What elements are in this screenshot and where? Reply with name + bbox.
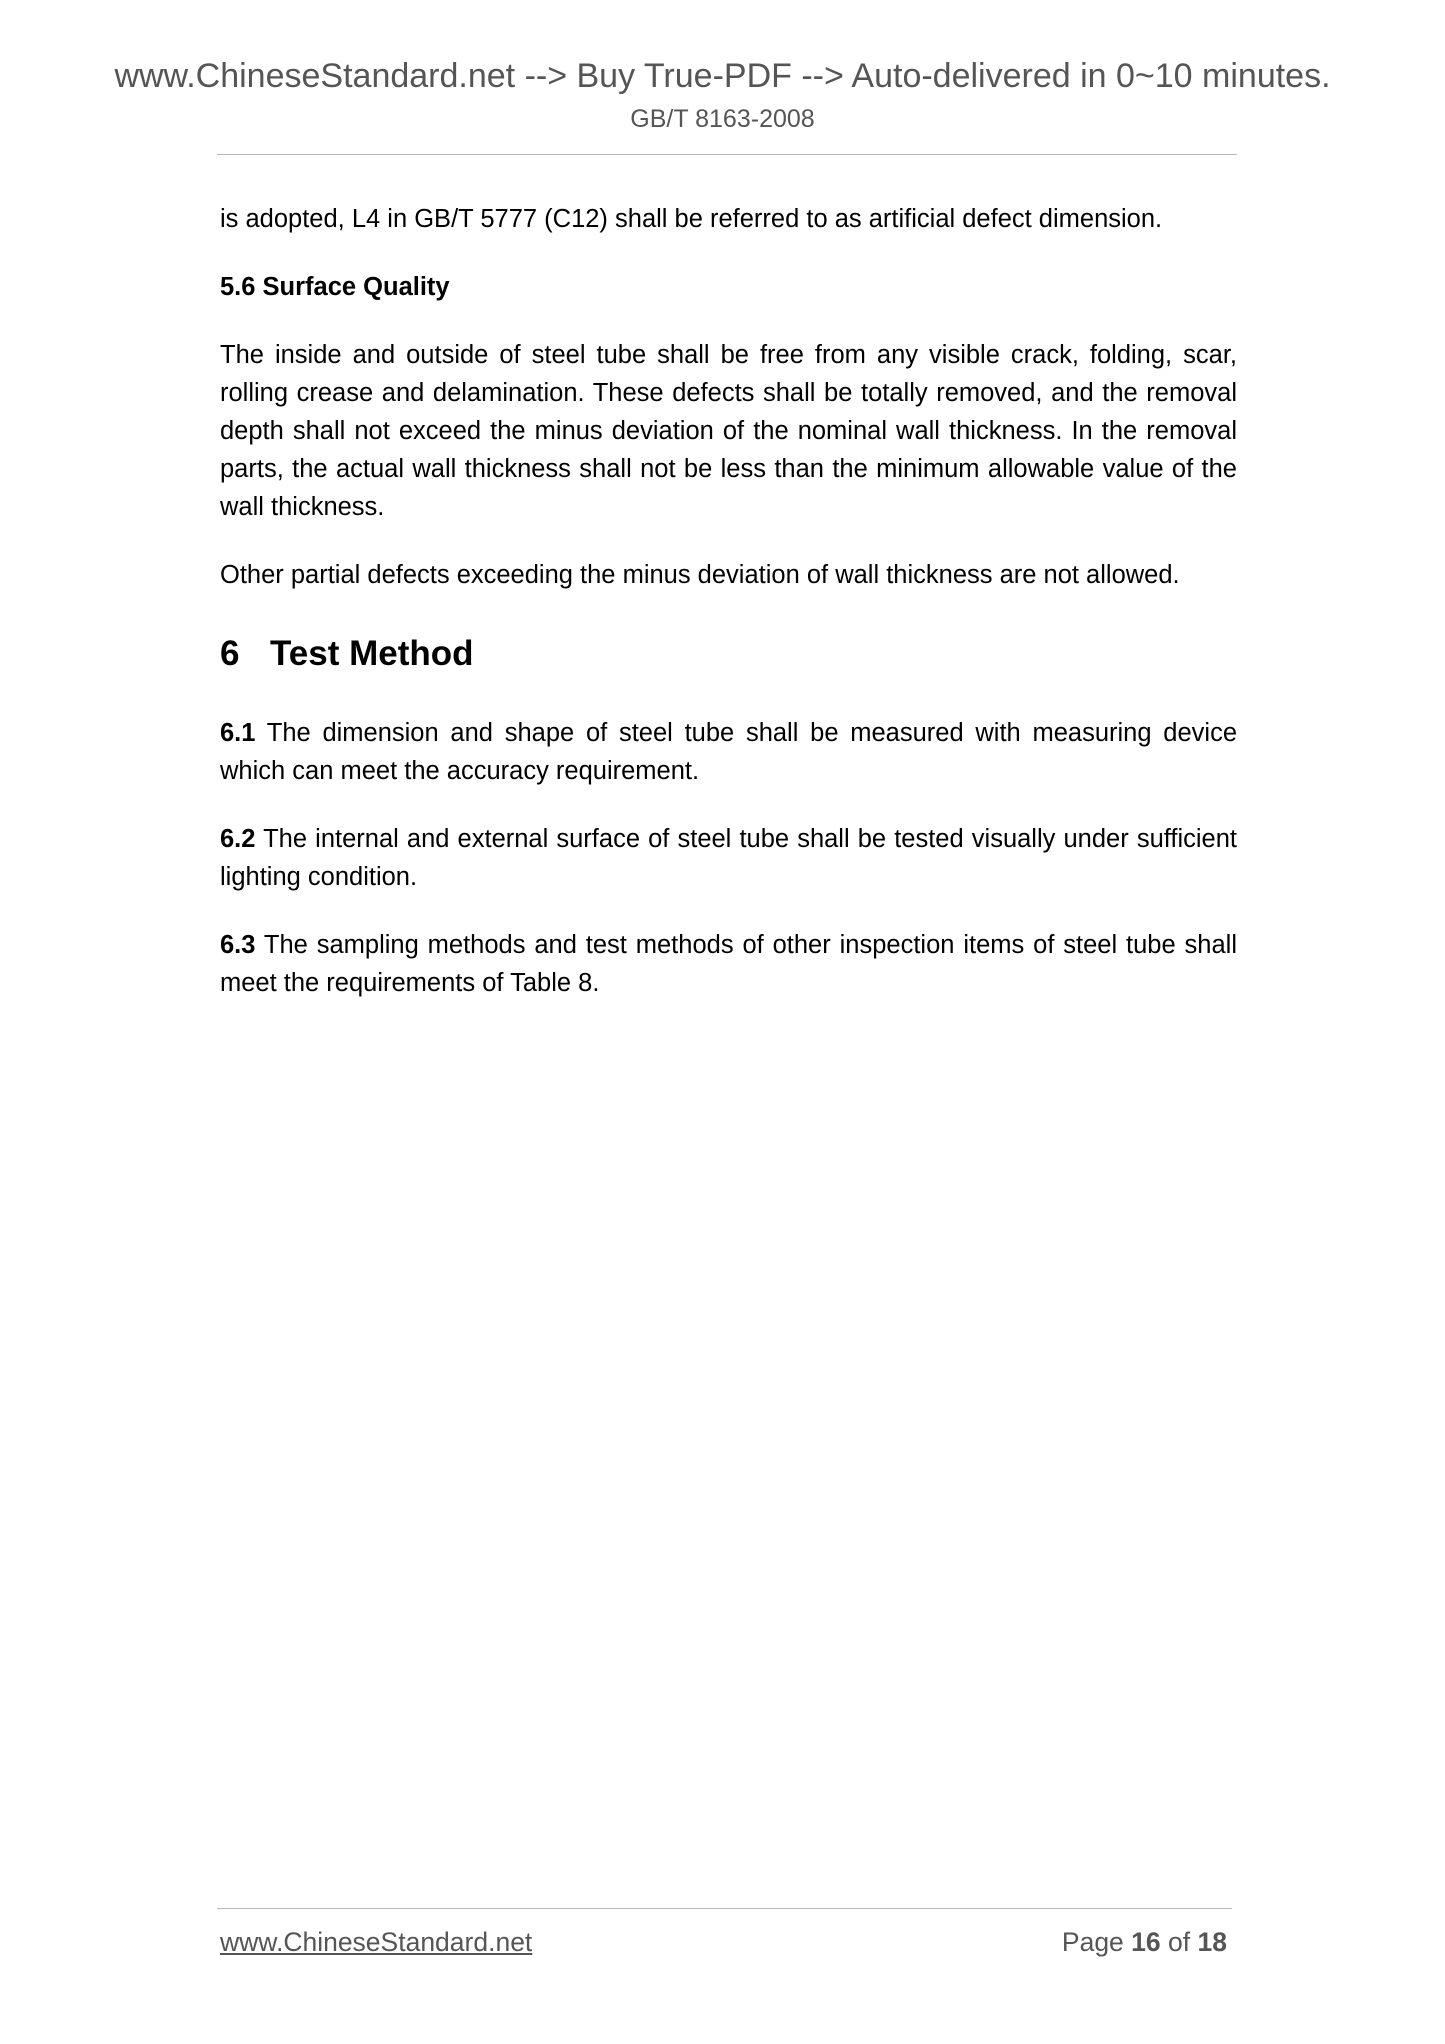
clause-text: The sampling methods and test methods of other inspection items of steel tube shall meet the requirements of Table 8. [220, 931, 1237, 997]
section-5-6-paragraph-1: The inside and outside of steel tube shall be free from any visible crack, folding, scar, rolling crease and delamination. These defects shall be totally removed, and the removal depth shall not exceed the minus deviation of the nominal wall thickness. In the removal parts, the actual wall thickness shall not be less than the minimum allowable value of the wall thickness. [220, 341, 1237, 521]
page-of: of [1168, 1927, 1191, 1957]
page-body [220, 200, 1237, 1032]
header-banner: www.ChineseStandard.net --> Buy True-PDF --> Auto-delivered in 0~10 minutes. [114, 57, 1331, 95]
page-number [1062, 1926, 1227, 1958]
continuation-paragraph: is adopted, L4 in GB/T 5777 (C12) shall be referred to as artificial defect dimension. [220, 205, 1163, 233]
page-total: 18 [1197, 1927, 1227, 1957]
clause-6-3 [220, 926, 1237, 1002]
clause-number: 6.1 [220, 719, 256, 747]
clause-number: 6.2 [220, 825, 256, 853]
page-label: Page [1061, 1927, 1124, 1957]
chapter-title: Test Method [270, 634, 474, 673]
clause-number: 6.3 [220, 931, 256, 959]
clause-6-2 [220, 820, 1237, 896]
clause-text: The internal and external surface of steel tube shall be tested visually under sufficient lighting condition. [220, 825, 1237, 891]
clause-6-1 [220, 714, 1237, 790]
clause-text: The dimension and shape of steel tube shall be measured with measuring device which can meet the accuracy requirement. [220, 719, 1238, 785]
section-5-6-paragraph-2: Other partial defects exceeding the minus deviation of wall thickness are not allowed. [220, 561, 1180, 589]
section-heading-5-6: 5.6 Surface Quality [220, 273, 450, 301]
chapter-number: 6 [220, 634, 240, 673]
chapter-heading-6 [220, 632, 1237, 676]
footer-website-link[interactable]: www.ChineseStandard.net [220, 1927, 533, 1957]
footer-divider [217, 1908, 1232, 1909]
header-divider [217, 154, 1237, 155]
standard-code: GB/T 8163-2008 [630, 105, 815, 133]
page-current: 16 [1131, 1927, 1161, 1957]
